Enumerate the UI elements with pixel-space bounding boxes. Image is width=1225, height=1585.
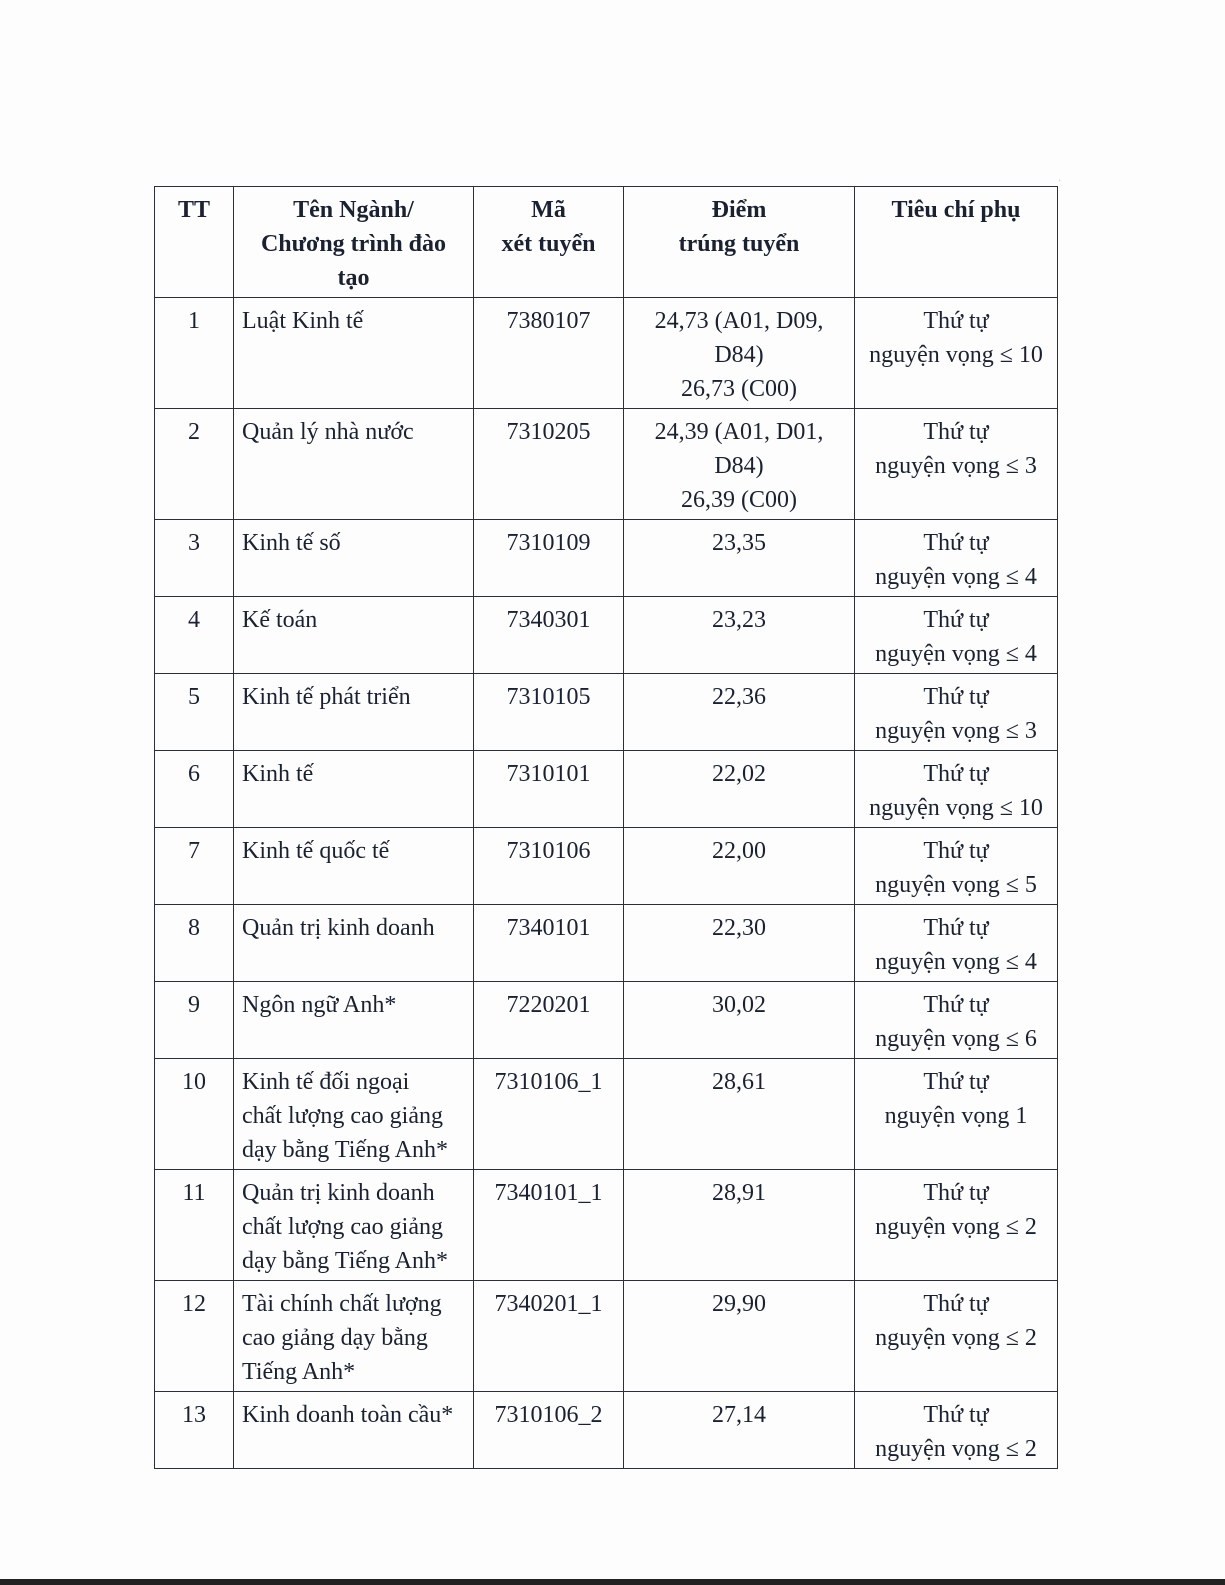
criteria-line: nguyện vọng ≤ 2: [875, 1214, 1037, 1240]
program-name-line: dạy bằng Tiếng Anh*: [242, 1248, 449, 1274]
header-program-name: [234, 187, 474, 298]
criteria-line: Thứ tự: [923, 1069, 989, 1095]
cell-admission-code: 7340301: [474, 597, 624, 674]
criteria-line: nguyện vọng ≤ 4: [875, 641, 1037, 667]
table-row: [155, 751, 1058, 828]
criteria-line: nguyện vọng ≤ 6: [875, 1026, 1037, 1052]
page-bottom-edge: [0, 1579, 1225, 1585]
scan-mark: ·: [1058, 176, 1062, 187]
score-line: 24,73 (A01, D09,: [654, 308, 824, 334]
cell-cutoff-score: [624, 1281, 855, 1392]
table-row: [155, 1281, 1058, 1392]
cell-program-name: [234, 1170, 474, 1281]
score-line: 28,61: [712, 1069, 766, 1095]
criteria-line: Thứ tự: [923, 761, 989, 787]
header-cutoff-score-line: Điểm: [711, 197, 767, 223]
header-tt: TT: [155, 187, 234, 298]
cell-sub-criteria: [855, 520, 1058, 597]
cell-tt: 13: [155, 1392, 234, 1469]
header-program-name-line: tạo: [337, 265, 370, 291]
program-name-line: Kinh tế đối ngoại: [242, 1069, 410, 1095]
cell-program-name: Luật Kinh tế: [234, 298, 474, 409]
score-line: 22,36: [712, 684, 766, 710]
cell-tt: 3: [155, 520, 234, 597]
cell-sub-criteria: [855, 1170, 1058, 1281]
admission-score-table: [154, 186, 1058, 1469]
cell-cutoff-score: [624, 597, 855, 674]
cell-tt: 7: [155, 828, 234, 905]
score-line: 30,02: [712, 992, 766, 1018]
score-line: 29,90: [712, 1291, 766, 1317]
cell-tt: 2: [155, 409, 234, 520]
cell-program-name: Kinh tế quốc tế: [234, 828, 474, 905]
score-line: 26,73 (C00): [681, 376, 797, 402]
criteria-line: nguyện vọng ≤ 4: [875, 949, 1037, 975]
criteria-line: Thứ tự: [923, 1291, 989, 1317]
cell-sub-criteria: [855, 828, 1058, 905]
header-cutoff-score: [624, 187, 855, 298]
score-line: D84): [714, 453, 764, 479]
program-name-line: Quản trị kinh doanh: [242, 1180, 435, 1206]
criteria-line: Thứ tự: [923, 419, 989, 445]
table-body: [155, 298, 1058, 1469]
cell-sub-criteria: [855, 1281, 1058, 1392]
header-admission-code: [474, 187, 624, 298]
criteria-line: Thứ tự: [923, 530, 989, 556]
cell-tt: 1: [155, 298, 234, 409]
table-row: [155, 298, 1058, 409]
cell-program-name: [234, 1059, 474, 1170]
cell-tt: 10: [155, 1059, 234, 1170]
cell-program-name: Kinh tế phát triển: [234, 674, 474, 751]
cell-cutoff-score: [624, 520, 855, 597]
cell-admission-code: 7340101_1: [474, 1170, 624, 1281]
cell-admission-code: 7340101: [474, 905, 624, 982]
cell-program-name: Kinh tế số: [234, 520, 474, 597]
cell-sub-criteria: [855, 409, 1058, 520]
header-cutoff-score-line: trúng tuyển: [678, 231, 800, 257]
cell-sub-criteria: [855, 751, 1058, 828]
cell-sub-criteria: [855, 674, 1058, 751]
cell-admission-code: 7310106_2: [474, 1392, 624, 1469]
criteria-line: Thứ tự: [923, 1180, 989, 1206]
cell-admission-code: 7340201_1: [474, 1281, 624, 1392]
table-row: [155, 1059, 1058, 1170]
program-name-line: Tài chính chất lượng: [242, 1291, 442, 1317]
cell-cutoff-score: [624, 982, 855, 1059]
cell-admission-code: 7310205: [474, 409, 624, 520]
header-row: [155, 187, 1058, 298]
cell-sub-criteria: [855, 905, 1058, 982]
cell-admission-code: 7310109: [474, 520, 624, 597]
criteria-line: nguyện vọng ≤ 2: [875, 1325, 1037, 1351]
criteria-line: Thứ tự: [923, 992, 989, 1018]
cell-sub-criteria: [855, 597, 1058, 674]
cell-cutoff-score: [624, 828, 855, 905]
cell-program-name: Kinh tế: [234, 751, 474, 828]
criteria-line: Thứ tự: [923, 915, 989, 941]
criteria-line: nguyện vọng ≤ 3: [875, 718, 1037, 744]
score-line: 22,02: [712, 761, 766, 787]
score-line: 22,00: [712, 838, 766, 864]
cell-admission-code: 7310106: [474, 828, 624, 905]
header-admission-code-line: Mã: [531, 197, 566, 223]
cell-sub-criteria: [855, 1059, 1058, 1170]
cell-cutoff-score: [624, 1059, 855, 1170]
header-sub-criteria-line: Tiêu chí phụ: [891, 197, 1021, 223]
cell-tt: 5: [155, 674, 234, 751]
criteria-line: Thứ tự: [923, 308, 989, 334]
cell-program-name: Ngôn ngữ Anh*: [234, 982, 474, 1059]
criteria-line: nguyện vọng ≤ 3: [875, 453, 1037, 479]
criteria-line: Thứ tự: [923, 1402, 989, 1428]
score-line: 28,91: [712, 1180, 766, 1206]
table-row: [155, 1170, 1058, 1281]
score-line: D84): [714, 342, 764, 368]
cell-tt: 9: [155, 982, 234, 1059]
criteria-line: Thứ tự: [923, 684, 989, 710]
score-line: 24,39 (A01, D01,: [654, 419, 824, 445]
cell-tt: 4: [155, 597, 234, 674]
cell-program-name: Quản trị kinh doanh: [234, 905, 474, 982]
cell-program-name: Kinh doanh toàn cầu*: [234, 1392, 474, 1469]
program-name-line: cao giảng dạy bằng: [242, 1325, 428, 1351]
score-line: 26,39 (C00): [681, 487, 797, 513]
cell-sub-criteria: [855, 298, 1058, 409]
cell-program-name: Quản lý nhà nước: [234, 409, 474, 520]
header-admission-code-line: xét tuyển: [501, 231, 596, 257]
cell-tt: 11: [155, 1170, 234, 1281]
criteria-line: nguyện vọng ≤ 4: [875, 564, 1037, 590]
cell-tt: 6: [155, 751, 234, 828]
score-line: 23,35: [712, 530, 766, 556]
criteria-line: nguyện vọng ≤ 5: [875, 872, 1037, 898]
cell-program-name: Kế toán: [234, 597, 474, 674]
cell-program-name: [234, 1281, 474, 1392]
program-name-line: dạy bằng Tiếng Anh*: [242, 1137, 449, 1163]
cell-cutoff-score: [624, 674, 855, 751]
cell-cutoff-score: [624, 409, 855, 520]
table-row: [155, 1392, 1058, 1469]
program-name-line: chất lượng cao giảng: [242, 1103, 443, 1129]
criteria-line: Thứ tự: [923, 607, 989, 633]
cell-sub-criteria: [855, 982, 1058, 1059]
cell-cutoff-score: [624, 905, 855, 982]
table-row: [155, 520, 1058, 597]
table-header: [155, 187, 1058, 298]
table-row: [155, 597, 1058, 674]
cell-cutoff-score: [624, 751, 855, 828]
program-name-line: Tiếng Anh*: [242, 1359, 356, 1385]
cell-tt: 8: [155, 905, 234, 982]
cell-admission-code: 7310106_1: [474, 1059, 624, 1170]
criteria-line: nguyện vọng ≤ 10: [869, 795, 1043, 821]
header-program-name-line: Tên Ngành/: [293, 197, 414, 223]
criteria-line: nguyện vọng ≤ 2: [875, 1436, 1037, 1462]
criteria-line: nguyện vọng ≤ 10: [869, 342, 1043, 368]
table-row: [155, 905, 1058, 982]
cell-cutoff-score: [624, 1170, 855, 1281]
cell-admission-code: 7380107: [474, 298, 624, 409]
criteria-line: Thứ tự: [923, 838, 989, 864]
cell-cutoff-score: [624, 298, 855, 409]
cell-cutoff-score: [624, 1392, 855, 1469]
cell-admission-code: 7220201: [474, 982, 624, 1059]
header-sub-criteria: [855, 187, 1058, 298]
table-row: [155, 409, 1058, 520]
header-program-name-line: Chương trình đào: [260, 231, 447, 257]
score-line: 22,30: [712, 915, 766, 941]
table-row: [155, 828, 1058, 905]
criteria-line: nguyện vọng 1: [884, 1103, 1028, 1129]
program-name-line: chất lượng cao giảng: [242, 1214, 443, 1240]
cell-tt: 12: [155, 1281, 234, 1392]
cell-admission-code: 7310105: [474, 674, 624, 751]
cell-sub-criteria: [855, 1392, 1058, 1469]
score-line: 23,23: [712, 607, 766, 633]
score-line: 27,14: [712, 1402, 766, 1428]
table-row: [155, 982, 1058, 1059]
table-row: [155, 674, 1058, 751]
cell-admission-code: 7310101: [474, 751, 624, 828]
